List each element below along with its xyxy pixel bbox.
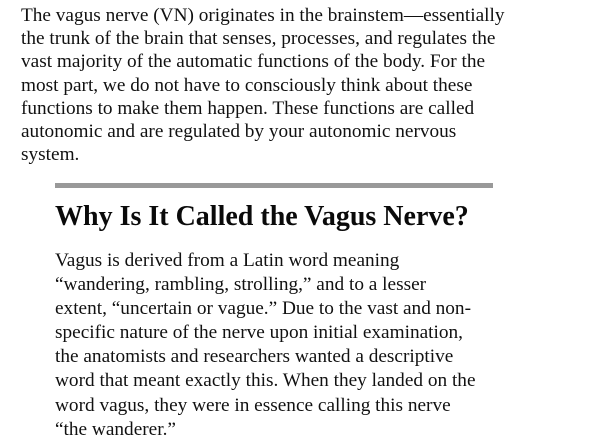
section-line: word vagus, they were in essence calling this nerve [55,394,451,416]
intro-line: vast majority of the automatic functions of the body. For the [21,51,486,73]
intro-line: The vagus nerve (VN) originates in the brainstem—essentially [21,5,505,26]
section-divider [55,183,493,188]
section-line: “wandering, rambling, strolling,” and to a lesser [55,274,427,296]
section-paragraph [55,249,535,442]
intro-line: functions to make them happen. These functions are called [21,97,475,119]
section-line: the anatomists and researchers wanted a descriptive [55,346,454,368]
section-line: Vagus is derived from a Latin word meaning [55,250,400,271]
intro-line: the trunk of the brain that senses, processes, and regulates the [21,28,496,50]
section-line: “the wanderer.” [55,418,176,440]
intro-line: system. [21,144,80,166]
section-line: specific nature of the nerve upon initial examination, [55,322,463,344]
section-line: word that meant exactly this. When they landed on the [55,370,476,392]
intro-paragraph [21,4,561,166]
intro-line: autonomic and are regulated by your autonomic nervous [21,121,457,143]
intro-line: most part, we do not have to consciously think about these [21,74,473,96]
section-heading: Why Is It Called the Vagus Nerve? [55,201,469,232]
section-line: extent, “uncertain or vague.” Due to the vast and non- [55,298,471,320]
